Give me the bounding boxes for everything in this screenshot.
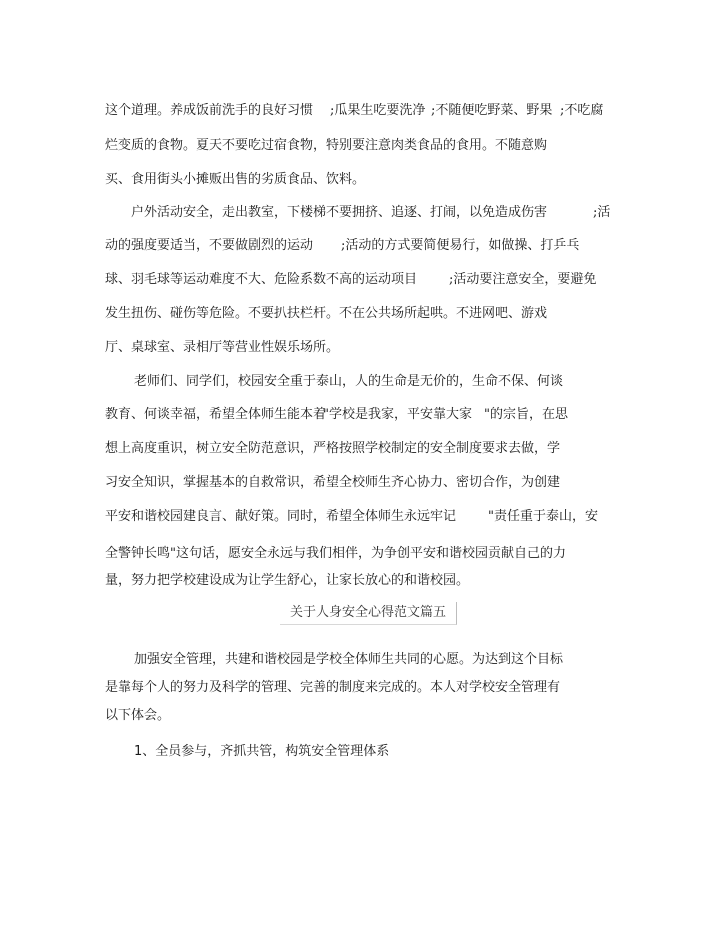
text-segment: 全警钟长鸣"这句话，愿安全永远与我们相伴，为争创平安和谐校园贡献自己的力: [105, 546, 566, 561]
text-segment: ;活: [593, 205, 611, 220]
numbered-heading: 1、全员参与，齐抓共管，构筑安全管理体系: [134, 744, 390, 759]
text-segment: 球、羽毛球等运动难度不大、危险系数不高的运动项目: [105, 272, 418, 287]
text-segment: ;不随便吃野菜、野果: [431, 103, 553, 118]
text-segment: ;不吃腐: [560, 103, 604, 118]
text-segment: 量，努力把学校建设成为让学生舒心，让家长放心的和谐校园。: [105, 573, 470, 588]
text-segment: 这个道理。养成饭前洗手的良好习惯: [105, 103, 314, 118]
text-segment: ;活动要注意安全，要避免: [449, 272, 597, 287]
text-segment: 买、食用街头小摊贩出售的劣质食品、饮料。: [105, 172, 366, 187]
text-segment: ;活动的方式要简便易行，如做操、打乒乓: [341, 238, 580, 253]
text-segment: 以下体会。: [105, 708, 171, 723]
text-segment: 老师们、同学们，校园安全重于泰山，人的生命是无价的，生命不保、何谈: [134, 374, 564, 389]
text-segment: 平安和谐校园建良言、献好策。同时，希望全体师生永远牢记: [105, 509, 457, 524]
text-segment: 厅、桌球室、录相厅等营业性娱乐场所。: [105, 340, 340, 355]
text-segment: 想上高度重识，树立安全防范意识，严格按照学校制定的安全制度要求去做，学: [105, 441, 561, 456]
text-segment: 教育、何谈幸福，希望全体师生能本着: [105, 407, 327, 422]
section-title: 关于人身安全心得范文篇五: [280, 602, 457, 625]
text-segment: 户外活动安全，走出教室，下楼梯不要拥挤、追逐、打闹，以免造成伤害: [131, 205, 548, 220]
text-segment: "学校是我家，平安靠大家: [323, 407, 472, 422]
text-segment: 动的强度要适当，不要做剧烈的运动: [105, 238, 314, 253]
text-segment: 习安全知识，掌握基本的自救常识，希望全校师生齐心协力、密切合作，为创建: [105, 475, 561, 490]
text-segment: "的宗旨，在思: [484, 407, 568, 422]
text-segment: 发生扭伤、碰伤等危险。不要扒扶栏杆。不在公共场所起哄。不进网吧、游戏: [105, 306, 548, 321]
text-segment: "责任重于泰山，安: [488, 509, 598, 524]
text-segment: ;瓜果生吃要洗净: [330, 103, 426, 118]
text-segment: 加强安全管理，共建和谐校园是学校全体师生共同的心愿。为达到这个目标: [134, 652, 564, 667]
text-segment: 是靠每个人的努力及科学的管理、完善的制度来完成的。本人对学校安全管理有: [105, 680, 561, 695]
text-segment: 烂变质的食物。夏天不要吃过宿食物，特别要注意肉类食品的食用。不随意购: [105, 138, 548, 153]
